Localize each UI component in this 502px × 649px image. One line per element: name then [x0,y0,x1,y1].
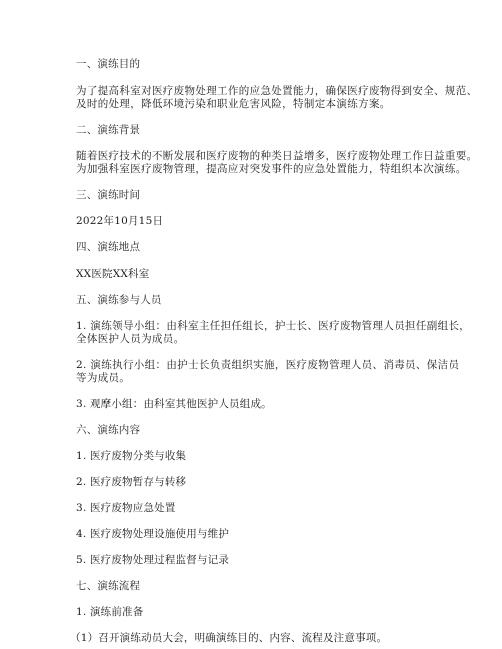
list-item: 4. 医疗废物处理设施使用与维护 [76,528,230,540]
drill-date: 2022年10月15日 [76,215,164,227]
list-item: 2. 医疗废物暂存与转移 [76,476,187,488]
list-item: （1）召开演练动员大会，明确演练目的、内容、流程及注意事项。 [70,632,388,644]
section-heading-purpose: 一、演练目的 [76,58,141,70]
paragraph-line: 随着医疗技术的不断发展和医疗废物的种类日益增多，医疗废物处理工作日益重要。 [76,150,478,162]
paragraph-line: 为了提高科室对医疗废物处理工作的应急处置能力，确保医疗废物得到安全、规范、 [76,85,478,97]
paragraph-line: 为加强科室医疗废物管理，提高应对突发事件的应急处置能力，特组织本次演练。 [76,163,467,175]
section-heading-process: 七、演练流程 [76,580,141,592]
section-heading-background: 二、演练背景 [76,124,141,136]
list-item: 1. 医疗废物分类与收集 [76,450,187,462]
list-item: 3. 医疗废物应急处置 [76,502,176,514]
list-item: 5. 医疗废物处理过程监督与记录 [76,554,230,566]
section-heading-location: 四、演练地点 [76,241,141,253]
drill-location: XX医院XX科室 [76,268,150,280]
section-heading-content: 六、演练内容 [76,424,141,436]
list-item-continuation: 等为成员。 [76,372,131,384]
list-item: 3. 观摩小组：由科室其他医护人员组成。 [76,398,272,410]
sub-heading: 1. 演练前准备 [76,606,144,618]
section-heading-participants: 五、演练参与人员 [76,294,162,306]
list-item: 1. 演练领导小组：由科室主任担任组长，护士长、医疗废物管理人员担任副组长， [76,320,471,332]
list-item: 2. 演练执行小组：由护士长负责组织实施，医疗废物管理人员、消毒员、保洁员 [76,359,460,371]
paragraph-line: 及时的处理，降低环境污染和职业危害风险，特制定本演练方案。 [76,98,391,110]
list-item-continuation: 全体医护人员为成员。 [76,333,185,345]
section-heading-time: 三、演练时间 [76,189,141,201]
